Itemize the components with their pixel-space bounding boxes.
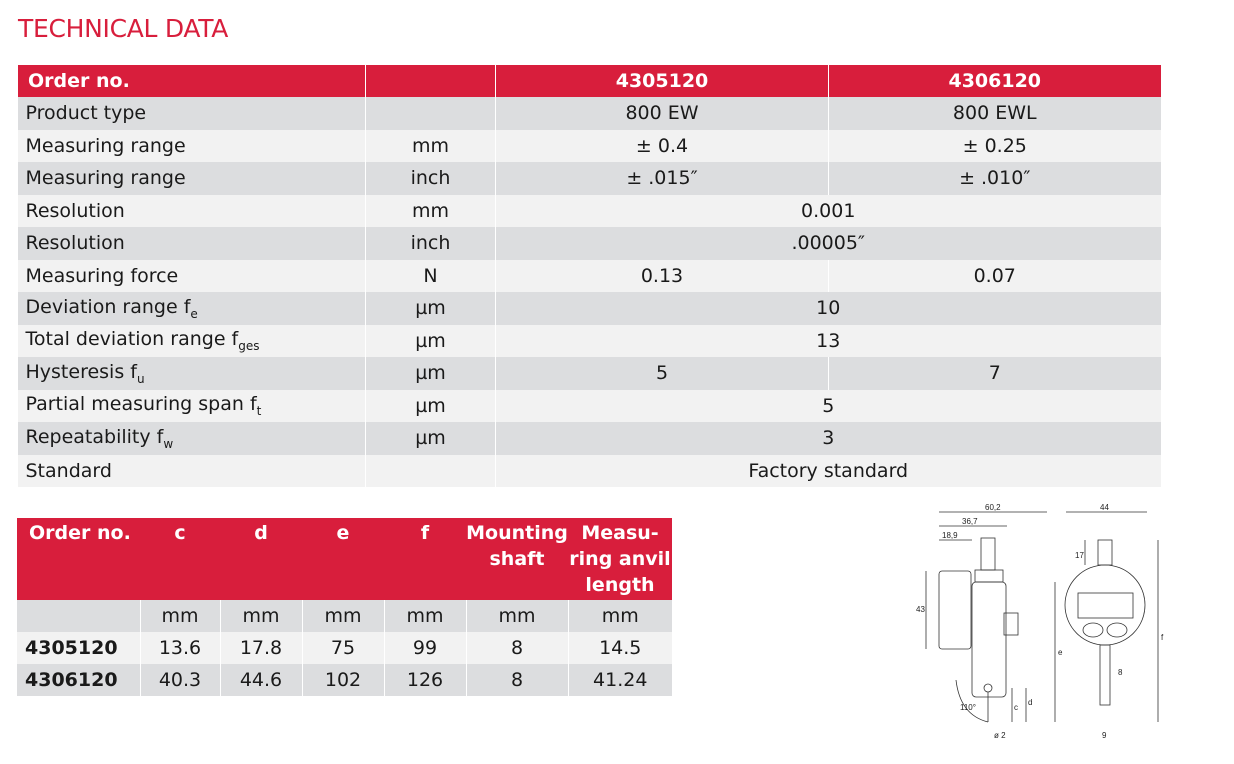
body-side — [972, 582, 1006, 697]
table-row — [18, 455, 1161, 488]
label-text: Partial measuring span f — [25, 393, 257, 416]
row-value-4305120: 800 EW — [496, 97, 829, 130]
row-unit: inch — [366, 227, 496, 260]
dim-9: 9 — [1102, 731, 1107, 740]
table-row — [17, 632, 672, 664]
table-cell: 14.5 — [568, 632, 672, 664]
stem-front — [1100, 645, 1110, 705]
table-cell: mm — [140, 600, 220, 632]
row-value: 13 — [496, 325, 1161, 358]
header-anvil-length — [568, 518, 672, 600]
row-unit: µm — [366, 357, 496, 390]
table-row — [18, 422, 1161, 455]
label-text: Total deviation range f — [25, 328, 239, 351]
header-4305120: 4305120 — [496, 65, 829, 97]
table-row — [18, 227, 1161, 260]
row-unit: mm — [366, 130, 496, 163]
label-subscript: t — [256, 404, 262, 419]
label-subscript: u — [136, 371, 145, 386]
label-text: Resolution — [25, 199, 125, 222]
label-subscript: w — [163, 436, 174, 451]
row-label — [18, 195, 366, 228]
dim-17: 17 — [1075, 551, 1084, 560]
dim-36-7: 36,7 — [962, 517, 978, 526]
header-mounting-shaft — [466, 518, 568, 600]
table-row — [18, 97, 1161, 130]
row-unit: µm — [366, 325, 496, 358]
dial-housing-side — [939, 571, 971, 649]
dimension-drawing — [900, 500, 1180, 750]
table-cell: 40.3 — [140, 664, 220, 696]
row-value-4305120: 5 — [496, 357, 829, 390]
table-cell: 4305120 — [17, 632, 140, 664]
table-row — [18, 292, 1161, 325]
row-label — [18, 260, 366, 293]
button-right — [1107, 623, 1127, 637]
row-unit: mm — [366, 195, 496, 228]
row-label — [18, 97, 366, 130]
dim-18-9: 18,9 — [942, 531, 958, 540]
button-left — [1083, 623, 1103, 637]
table-cell: 75 — [302, 632, 384, 664]
table-header-row — [17, 518, 672, 600]
table-cell: 41.24 — [568, 664, 672, 696]
shaft-front — [1098, 540, 1112, 565]
pivot — [984, 684, 992, 692]
dim-43: 43 — [916, 605, 925, 614]
row-unit — [366, 455, 496, 488]
row-label — [18, 130, 366, 163]
row-label — [18, 162, 366, 195]
row-value-4305120: ± 0.4 — [496, 130, 829, 163]
label-text: Product type — [25, 102, 147, 125]
row-label — [18, 390, 366, 423]
table-cell: 99 — [384, 632, 466, 664]
table-cell: mm — [384, 600, 466, 632]
table-cell — [17, 600, 140, 632]
label-text: Measuring force — [25, 264, 179, 287]
table-row — [18, 130, 1161, 163]
label-text: Resolution — [25, 232, 125, 255]
header-order-no: Order no. — [18, 65, 366, 97]
row-label — [18, 292, 366, 325]
dim-angle: 110° — [960, 703, 976, 712]
header-c: c — [140, 518, 220, 600]
row-label — [18, 455, 366, 488]
header-line: Measu- — [581, 522, 659, 544]
row-label — [18, 227, 366, 260]
row-unit: µm — [366, 390, 496, 423]
row-value: 3 — [496, 422, 1161, 455]
header-d: d — [220, 518, 302, 600]
table-cell: 17.8 — [220, 632, 302, 664]
table-row — [18, 390, 1161, 423]
table-cell: 44.6 — [220, 664, 302, 696]
label-text: Hysteresis f — [25, 360, 137, 383]
dim-f: f — [1161, 633, 1164, 642]
label-text: Standard — [25, 459, 112, 482]
table-cell: mm — [302, 600, 384, 632]
table-cell: mm — [568, 600, 672, 632]
table-cell: 8 — [466, 664, 568, 696]
header-line: shaft — [489, 548, 545, 570]
table-cell: 8 — [466, 632, 568, 664]
row-value-4305120: 0.13 — [496, 260, 829, 293]
display — [1078, 593, 1133, 618]
table-row — [18, 325, 1161, 358]
table-row — [18, 195, 1161, 228]
row-label — [18, 422, 366, 455]
dim-diameter: ø 2 — [994, 731, 1006, 740]
label-text: Repeatability f — [25, 425, 164, 448]
table-row — [18, 260, 1161, 293]
dim-d: d — [1028, 698, 1033, 707]
table-cell: 126 — [384, 664, 466, 696]
table-cell: 102 — [302, 664, 384, 696]
knurled-ring — [975, 570, 1003, 582]
row-value: 5 — [496, 390, 1161, 423]
row-unit: N — [366, 260, 496, 293]
header-4306120: 4306120 — [829, 65, 1161, 97]
label-subscript: e — [190, 306, 198, 321]
header-e: e — [302, 518, 384, 600]
header-order-no: Order no. — [17, 518, 140, 600]
table-row — [18, 162, 1161, 195]
mounting-shaft — [981, 538, 995, 570]
dim-60-2: 60,2 — [985, 503, 1001, 512]
dim-44: 44 — [1100, 503, 1109, 512]
row-value: 0.001 — [496, 195, 1161, 228]
table-cell: 4306120 — [17, 664, 140, 696]
technical-data-table — [17, 65, 1161, 487]
row-value-4306120: ± .010″ — [829, 162, 1161, 195]
label-text: Measuring range — [25, 134, 186, 157]
row-value: 10 — [496, 292, 1161, 325]
row-unit: inch — [366, 162, 496, 195]
header-line: length — [585, 574, 655, 596]
row-unit: µm — [366, 422, 496, 455]
label-text: Deviation range f — [25, 295, 191, 318]
row-value-4306120: 7 — [829, 357, 1161, 390]
dim-e: e — [1058, 648, 1063, 657]
table-row — [18, 357, 1161, 390]
row-value: Factory standard — [496, 455, 1161, 488]
row-value-4306120: 800 EWL — [829, 97, 1161, 130]
table-cell: mm — [466, 600, 568, 632]
row-value: .00005″ — [496, 227, 1161, 260]
header-f: f — [384, 518, 466, 600]
table-row — [17, 600, 672, 632]
page-title: TECHNICAL DATA — [18, 14, 229, 43]
header-line: ring anvil — [569, 548, 671, 570]
table-header-row — [18, 65, 1161, 97]
table-row — [17, 664, 672, 696]
dimensions-table — [17, 518, 672, 696]
row-value-4305120: ± .015″ — [496, 162, 829, 195]
dim-8: 8 — [1118, 668, 1123, 677]
label-subscript: ges — [238, 339, 260, 354]
row-value-4306120: 0.07 — [829, 260, 1161, 293]
label-text: Measuring range — [25, 167, 186, 190]
dim-c: c — [1014, 703, 1018, 712]
row-label — [18, 325, 366, 358]
header-line: Mounting — [466, 522, 568, 544]
table-cell: mm — [220, 600, 302, 632]
row-value-4306120: ± 0.25 — [829, 130, 1161, 163]
row-label — [18, 357, 366, 390]
row-unit — [366, 97, 496, 130]
table-cell: 13.6 — [140, 632, 220, 664]
row-unit: µm — [366, 292, 496, 325]
header-unit — [366, 65, 496, 97]
